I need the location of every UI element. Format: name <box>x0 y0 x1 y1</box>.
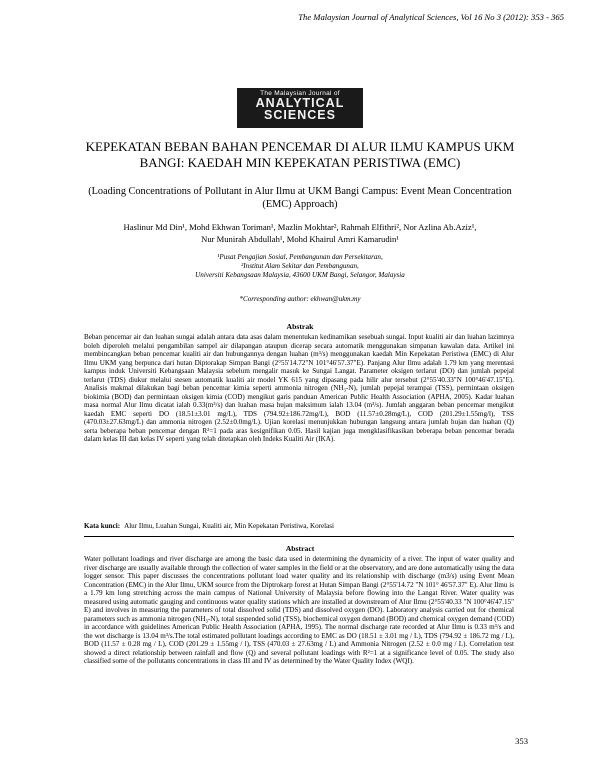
abstrak-text: Beban pencemar air dan luahan sungai adalah antara data asas dalam menentukan kedinamikan sesebuah sungai. Input kualiti air dan luahan lazimnya boleh diperoleh melalui pengambilan sampel air dilapangan ataupun dicerap secara automatik menggunakan simpanan kawalan data. Artikel ini membincangkan beban pencemar kualiti air dan hubungannya dengan luahan (m³/s) menggunakan kaedah Min Kepekatan Peristiwa (EMC) di Alur Ilmu UKM yang berpunca dari hutan Diptorakap Simpan Bangi (2°55'14.72"N 101°46'57.37"E). Panjang Alur Ilmu adalah 1.79 km yang merentasi kampus induk Universiti Kebangsaan Malaysia sebelum mengalir masuk ke Sungai Langat. Parameter oksigen terlarut (DO) dan jumlah pepejal terlarut (TDS) diukur melalui stesen automatik kualiti air model YK 615 yang dipasang pada hilir alur tersebut (2°55'40.33"N 100°46'47.15"E). Analisis makmal dilakukan bagi beban pencemar kimia seperti ammonia nitrogen (NH₃-N), jumlah pepejal terampai (TSS), permintaan oksigen biokimia (BOD) dan permintaan oksigen kimia (COD) mengikut garis panduan American Public Health Association (APHA, 2005). Kadar luahan masa normal Alur Ilmu dicatat ialah 0.33(m³/s) dan luahan masa hujan maksimum ialah 13.04 (m³/s). Jumlah anggaran beban pencemar mengikut kaedah EMC seperti DO (18.51±3.01 mg/L), TDS (794.92±186.72mg/L), BOD (11.57±0.28mg/L), COD (201.29±1.55mg/l), TSS (470.03±27.63mg/L) dan ammonia nitrogen (2.52±0.0mg/L). Ujian korelasi menunjukkan hubungan langsung antara jumlah hujan dan luahan (Q) serta beberapa beban pencemar dengan R²=1 pada aras kesignifikan 0.05. Hasil kajian juga mengklasifikasikan beberapa beban pencemar berada dalam kelas III dan kelas IV seperti yang telah ditetapkan oleh Indeks Kualiti Air (IKA). <box>84 333 514 443</box>
divider <box>84 536 514 537</box>
keywords <box>84 522 514 530</box>
authors <box>60 221 540 245</box>
keywords-text: Alur Ilmu, Luahan Sungai, Kualiti air, Min Kepekatan Peristiwa, Korelasi <box>124 522 334 530</box>
paper-subtitle: (Loading Concentrations of Pollutant in Alur Ilmu at UKM Bangi Campus: Event Mean Concentration (EMC) Approach) <box>88 186 512 210</box>
abstrak-heading: Abstrak <box>286 322 314 331</box>
affiliation-line3: Universiti Kebangsaan Malaysia, 43600 UKM Bangi, Selangor, Malaysia <box>195 271 405 279</box>
abstract-text: Water pollutant loadings and river discharge are among the basic data used in determining the dynamicity of a river. The input of water quality and river discharge are usually available through the collection of water samples in the field or at the observatory, and are done automatically using the data logger sensor. This paper discusses the concentrations pollutant load water quality and its relationship with discharge (m3/s) using Event Mean Concentration (EMC) in the Alur Ilmu, UKM source from the Diptrokarp forest at Hutan Simpan Bangi (2°55'14.72 "N 101° 46'57.37" E). Alur Ilmu is a 1.79 km long stretching across the main campus of National University of Malaysia before flowing into the Langat River. Water quality was measured using automatic gauging and continuous water quality stations which are installed at downstream of Alur Ilmu (2°55'40.33 "N 100°46'47.15" E) and involves in measuring the parameters of total dissolved solid (TDS) and dissolved oxygen (DO). Laboratory analysis carried out for chemical parameters such as ammonia nitrogen (NH₃-N), total suspended solid (TSS), biochemical oxygen demand (BOD) and chemical oxygen demand (COD) in accordance with guidelines American Public Health Association (APHA, 1995). The normal discharge rate recorded at Alur Ilmu is 0.33 m³/s and the wet discharge is 13.04 m³/s.The total estimated pollutant loadings according to EMC as DO (18.51 ± 3.01 mg / L), TDS (794.92 ± 186.72 mg / L), BOD (11.57 ± 0.28 mg / L), COD (201.29 ± 1.55mg / l), TSS (470.03 ± 27.63mg / L) and Ammonia Nitrogen (2.52 ± 0.0 mg / L). Correlation test showed a direct relationship between rainfall and flow (Q) and several pollutant loadings with R²=1 at a significance level of 0.05. The study also classified some of the pollutants concentrations in class III and IV as determined by the Water Quality Index (WQI). <box>84 555 514 665</box>
authors-line1: Haslinur Md Din¹, Mohd Ekhwan Toriman¹, Mazlin Mokhtar², Rahmah Elfithri², Nor Azlina Ab.Aziz¹, <box>123 222 477 232</box>
affiliations <box>60 253 540 280</box>
page-number: 353 <box>515 736 528 746</box>
paper-title <box>60 139 540 171</box>
affiliation-line1: ¹Pusat Pengajian Sosial, Pembangunan dan Persekitaran, <box>217 253 383 261</box>
logo-line2: SCIENCES <box>264 108 336 122</box>
logo-line1: ANALYTICAL <box>255 96 345 110</box>
title-line1: KEPEKATAN BEBAN BAHAN PENCEMAR DI ALUR ILMU KAMPUS UKM <box>85 139 515 154</box>
affiliation-line2: ²Institut Alam Sekitar dan Pembangunan, <box>241 262 359 270</box>
journal-logo <box>237 88 363 128</box>
journal-header: The Malaysian Journal of Analytical Sciences, Vol 16 No 3 (2012): 353 - 365 <box>298 12 564 22</box>
corresponding-author: *Corresponding author: ekhwan@ukm.my <box>239 295 361 303</box>
logo-top-text: The Malaysian Journal of <box>260 90 340 97</box>
title-line2: BANGI: KAEDAH MIN KEPEKATAN PERISTIWA (EMC) <box>139 155 461 170</box>
keywords-label: Kata kunci: <box>84 522 121 530</box>
authors-line2: Nur Munirah Abdullah¹, Mohd Khairul Amri Kamarudin¹ <box>201 234 399 244</box>
abstract-heading: Abstract <box>285 544 315 553</box>
